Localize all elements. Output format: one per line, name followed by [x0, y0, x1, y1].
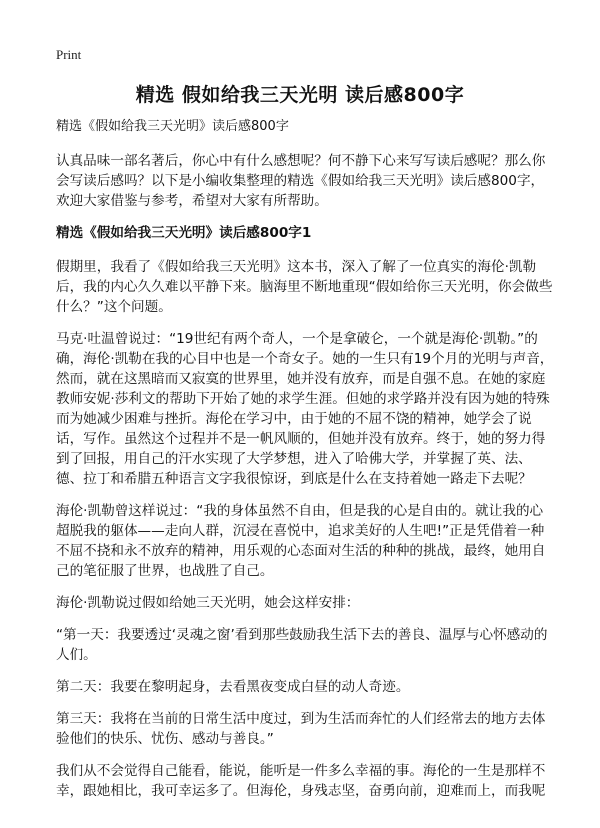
paragraph: 马克·吐温曾说过：“19世纪有两个奇人，一个是拿破仑，一个就是海伦·凯勒。”的确，海伦·凯勒在我的心目中也是一个奇女子。她的一生只有19个月的光明与声音，然而，就在这黑暗而又寂寞的世界里，她并没有放弃，而是自强不息。在她的家庭教师安妮·莎利文的帮助下开始了她的求学生涯。但她的求学路并没有因为她的特殊而为她减少困难与挫折。海伦在学习中，由于她的不屈不饶的精神，她学会了说话，写作。虽然这个过程并不是一帆风顺的，但她并没有放弃。终于，她的努力得到了回报，用自己的汗水实现了大学梦想，进入了哈佛大学，并掌握了英、法、德、拉丁和希腊五种语言文字我很惊讶，到底是什么在支持着她一路走下去呢？: [56, 331, 554, 487]
print-link[interactable]: Print: [56, 47, 82, 62]
paragraph: 海伦·凯勒说过假如给她三天光明，她会这样安排：: [56, 595, 360, 611]
paragraph: 假期里，我看了《假如给我三天光明》这本书，深入了解了一位真实的海伦·凯勒后，我的内心久久难以平静下来。脑海里不断地重现“假如给你三天光明，你会做些什么？”这个问题。: [56, 259, 553, 315]
page-title: 精选 假如给我三天光明 读后感800字: [135, 84, 465, 106]
article-body: [56, 117, 556, 813]
intro-paragraph: 认真品味一部名著后，你心中有什么感想呢？何不静下心来写写读后感呢？那么你会写读后感吗？以下是小编收集整理的精选《假如给我三天光明》读后感800字，欢迎大家借鉴与参考，希望对大家有所帮助。: [56, 153, 546, 209]
paragraph: 第三天：我将在当前的日常生活中度过，到为生活而奔忙的人们经常去的地方去体验他们的快乐、忧伤、感动与善良。”: [56, 711, 546, 747]
paragraph: 我们从不会觉得自己能看，能说，能听是一件多么幸福的事。海伦的一生是那样不幸，跟她相比，我可幸运多了。但海伦，身残志坚，奋勇向前，迎难而上，而我呢: [56, 763, 546, 799]
section-heading: 精选《假如给我三天光明》读后感800字1: [56, 225, 312, 241]
paragraph: 海伦·凯勒曾这样说过：“我的身体虽然不自由，但是我的心是自由的。就让我的心超脱我的躯体——走向人群，沉浸在喜悦中，追求美好的人生吧!”正是凭借着一种不屈不挠和永不放弃的精神，用乐观的心态面对生活的种种的挑战，最终，她用自己的笔征服了世界，也战胜了自己。: [56, 503, 546, 579]
subtitle: 精选《假如给我三天光明》读后感800字: [56, 119, 289, 134]
paragraph: 第二天：我要在黎明起身，去看黑夜变成白昼的动人奇迹。: [56, 679, 410, 695]
paragraph: “第一天：我要透过‘灵魂之窗’看到那些鼓励我生活下去的善良、温厚与心怀感动的人们。: [56, 627, 548, 663]
